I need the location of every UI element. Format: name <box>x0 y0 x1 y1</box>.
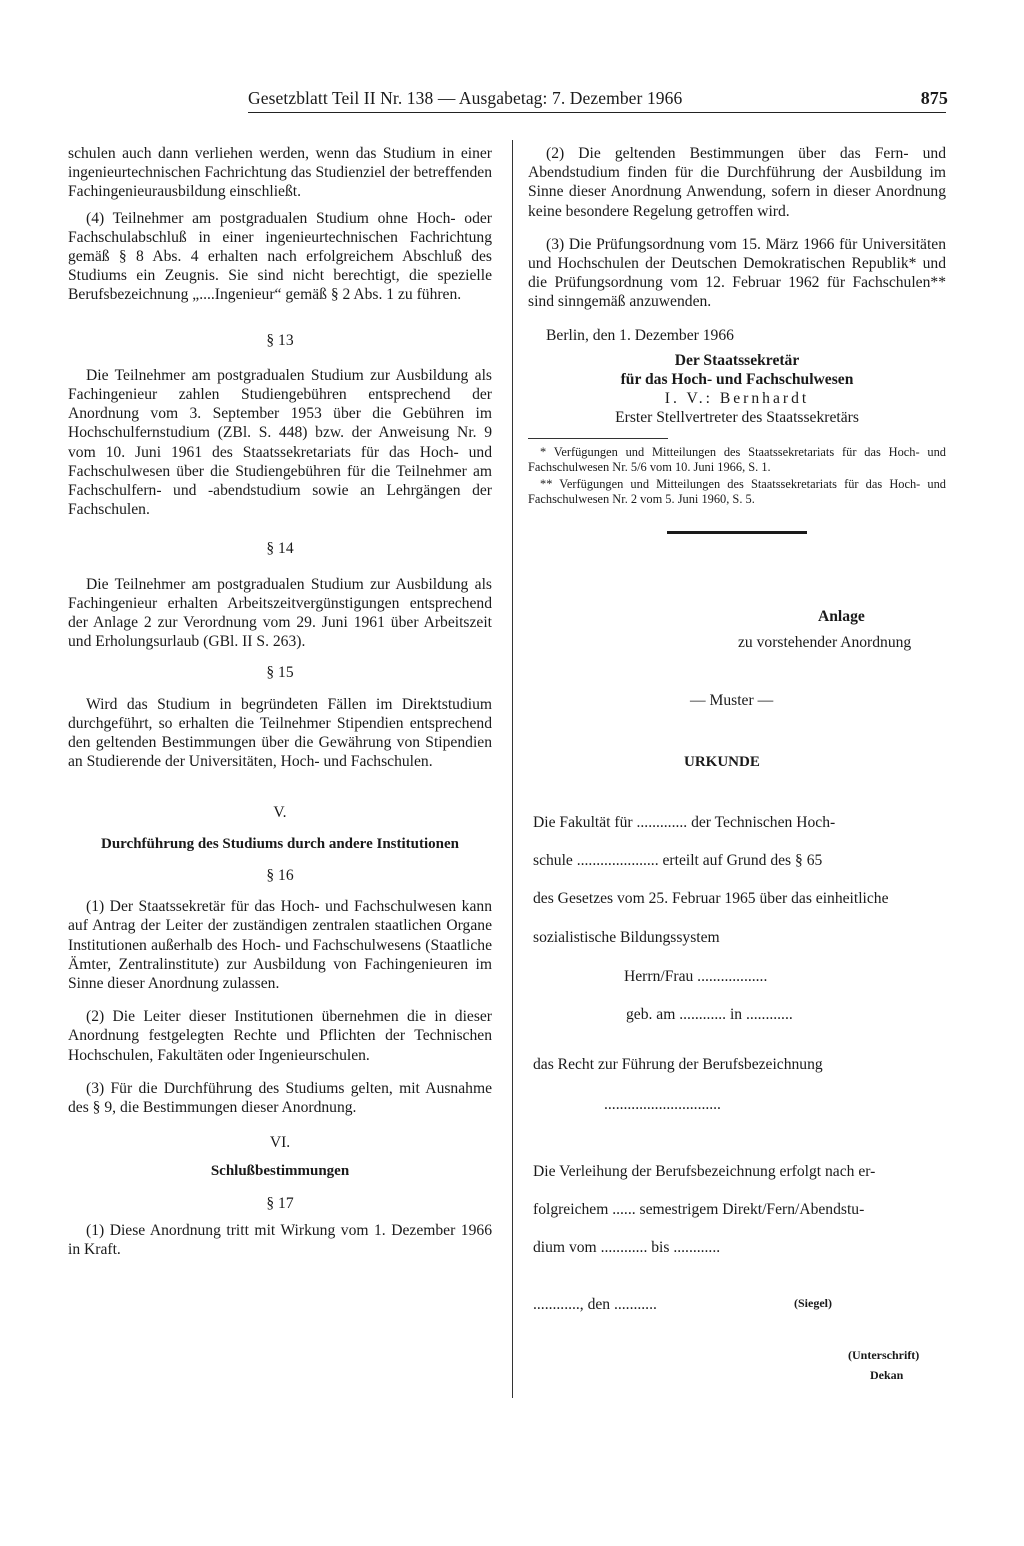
dean-label: Dekan <box>870 1368 904 1382</box>
section-heading: § 16 <box>266 866 294 884</box>
left-column <box>68 144 492 1259</box>
form-line: des Gesetzes vom 25. Februar 1965 über das einheitliche <box>533 890 889 907</box>
form-blank-line: .............................. <box>604 1096 721 1113</box>
signatory-name: I. V.: Bernhardt <box>664 390 810 408</box>
paragraph: (1) Der Staatssekretär für das Hoch- und Fachschulwesen kann auf Antrag der Leiter der zuständigen zentralen staatlichen Organe Institutionen außerhalb des Hoch- und Fachschulwesens (Staatliche Ämter, Zentralinstitute) zur Ausbildung von Fachingenieuren im Sinne dieser Anordnung zulassen. <box>68 898 492 992</box>
paragraph: (3) Für die Durchführung des Studiums gelten, mit Ausnahme des § 9, die Bestimmungen dieser Anordnung. <box>68 1079 492 1116</box>
place-date: Berlin, den 1. Dezember 1966 <box>546 326 734 344</box>
footnote-text: * Verfügungen und Mitteilungen des Staatssekretariats für das Hoch- und Fachschulwesen Nr. 5/6 vom 10. Juni 1966, S. 1. <box>528 444 946 474</box>
form-line: dium vom ............ bis ............ <box>533 1239 721 1256</box>
form-line: ............, den ........... <box>533 1296 657 1313</box>
signatory-office: für das Hoch- und Fachschulwesen <box>620 371 854 389</box>
anlage-subtitle: zu vorstehender Anordnung <box>738 634 912 651</box>
signature-block <box>528 351 946 428</box>
form-line: das Recht zur Führung der Berufsbezeichnung <box>533 1056 823 1073</box>
chapter-title: Schlußbestimmungen <box>210 1163 350 1180</box>
anlage-title: Anlage <box>818 608 865 625</box>
header-title: Gesetzblatt Teil II Nr. 138 — Ausgabetag: 7. Dezember 1966 <box>248 88 683 108</box>
header-rule <box>248 112 946 113</box>
signatory-role: Erster Stellvertreter des Staatssekretärs <box>615 409 859 427</box>
chapter-title: Durchführung des Studiums durch andere Institutionen <box>100 835 459 852</box>
page-header <box>248 88 948 112</box>
chapter-number: VI. <box>269 1134 291 1152</box>
paragraph: (2) Die geltenden Bestimmungen über das Fern- und Abendstudium finden für die Durchführung der Ausbildung im Sinne dieser Anordnung Anwendung, sofern in dieser Anordnung keine besondere Regelung getroffen wird. <box>528 145 946 220</box>
paragraph: Die Teilnehmer am postgradualen Studium zur Ausbildung als Fachingenieur erhalten Arbeitszeitvergünstigungen entsprechend der Anlage 2 zur Verordnung vom 29. Juni 1961 über Arbeitszeit und Erholungsurlaub (GBl. II S. 263). <box>68 575 492 651</box>
section-divider-rule <box>667 531 807 534</box>
form-line: schule ..................... erteilt auf Grund des § 65 <box>533 852 823 869</box>
form-line: geb. am ............ in ............ <box>626 1006 793 1023</box>
page-number: 875 <box>920 88 948 108</box>
form-line: folgreichem ...... semestrigem Direkt/Fern/Abendstu- <box>533 1201 865 1218</box>
section-heading: § 15 <box>266 664 294 682</box>
footnote-rule <box>528 438 668 439</box>
form-line: Die Fakultät für ............. der Technischen Hoch- <box>533 814 836 831</box>
signature-label: (Unterschrift) <box>848 1348 920 1362</box>
muster-label: — Muster — <box>690 692 774 709</box>
column-divider <box>512 140 513 1398</box>
paragraph: schulen auch dann verliehen werden, wenn das Studium in einer ingenieurtechnischen Fachrichtung das Studienziel der betreffenden Fachingenieurausbildung einschließt. <box>68 145 492 201</box>
section-heading: § 17 <box>266 1194 294 1212</box>
section-heading: § 14 <box>266 540 294 558</box>
right-column <box>528 144 946 534</box>
form-line: Herrn/Frau .................. <box>624 968 768 985</box>
paragraph: Wird das Studium in begründeten Fällen im Direktstudium durchgeführt, so erhalten die Teilnehmer Stipendien entsprechend den geltenden Bestimmungen über die Gewährung von Stipendien an Studierende der Universitäten, Hoch- und Fachschulen. <box>68 695 492 771</box>
signatory-title: Der Staatssekretär <box>674 351 800 369</box>
form-line: sozialistische Bildungssystem <box>533 929 720 946</box>
paragraph: (4) Teilnehmer am postgradualen Studium ohne Hoch- oder Fachschulabschluß in einer ingenieurtechnischen Fachrichtung gemäß § 8 Abs. 4 erhalten nach erfolgreichem Abschluß des Studiums ein Zeugnis. Sie sind nicht berechtigt, die spezielle Berufsbezeichnung „....Ingenieur“ gemäß § 2 Abs. 1 zu führen. <box>68 209 492 304</box>
paragraph: (2) Die Leiter dieser Institutionen übernehmen die in dieser Anordnung festgelegten Rechte und Pflichten der Technischen Hochschulen, Fakultäten oder Ingenieurschulen. <box>68 1008 492 1064</box>
footnote <box>528 477 946 507</box>
paragraph: (3) Die Prüfungsordnung vom 15. März 1966 für Universitäten und Hochschulen der Deutschen Demokratischen Republik* und die Prüfungsordnung vom 12. Februar 1962 für Fachschulen** sind sinngemäß anzuwenden. <box>528 235 946 311</box>
footnote <box>528 445 946 475</box>
seal-label: (Siegel) <box>794 1296 832 1310</box>
chapter-number: V. <box>273 804 287 822</box>
paragraph: (1) Diese Anordnung tritt mit Wirkung vom 1. Dezember 1966 in Kraft. <box>68 1221 492 1258</box>
section-heading: § 13 <box>266 331 294 349</box>
form-line: Die Verleihung der Berufsbezeichnung erfolgt nach er- <box>533 1163 876 1180</box>
urkunde-title: URKUNDE <box>684 754 760 770</box>
footnote-text: ** Verfügungen und Mitteilungen des Staatssekretariats für das Hoch- und Fachschulwesen Nr. 2 vom 5. Juni 1960, S. 5. <box>528 476 946 506</box>
paragraph: Die Teilnehmer am postgradualen Studium zur Ausbildung als Fachingenieur zahlen Studiengebühren entsprechend der Anordnung vom 3. September 1953 über die Gebühren im Hochschulfernstudium (ZBl. S. 448) bzw. der Anweisung Nr. 9 vom 10. Juni 1961 des Staatssekretariats für das Hoch- und Fachschulwesen über die Studiengebühren für die Teilnehmer am Fachschulfern- und -abendstudium sowie an Lehrgängen der Fachschulen. <box>68 366 492 519</box>
